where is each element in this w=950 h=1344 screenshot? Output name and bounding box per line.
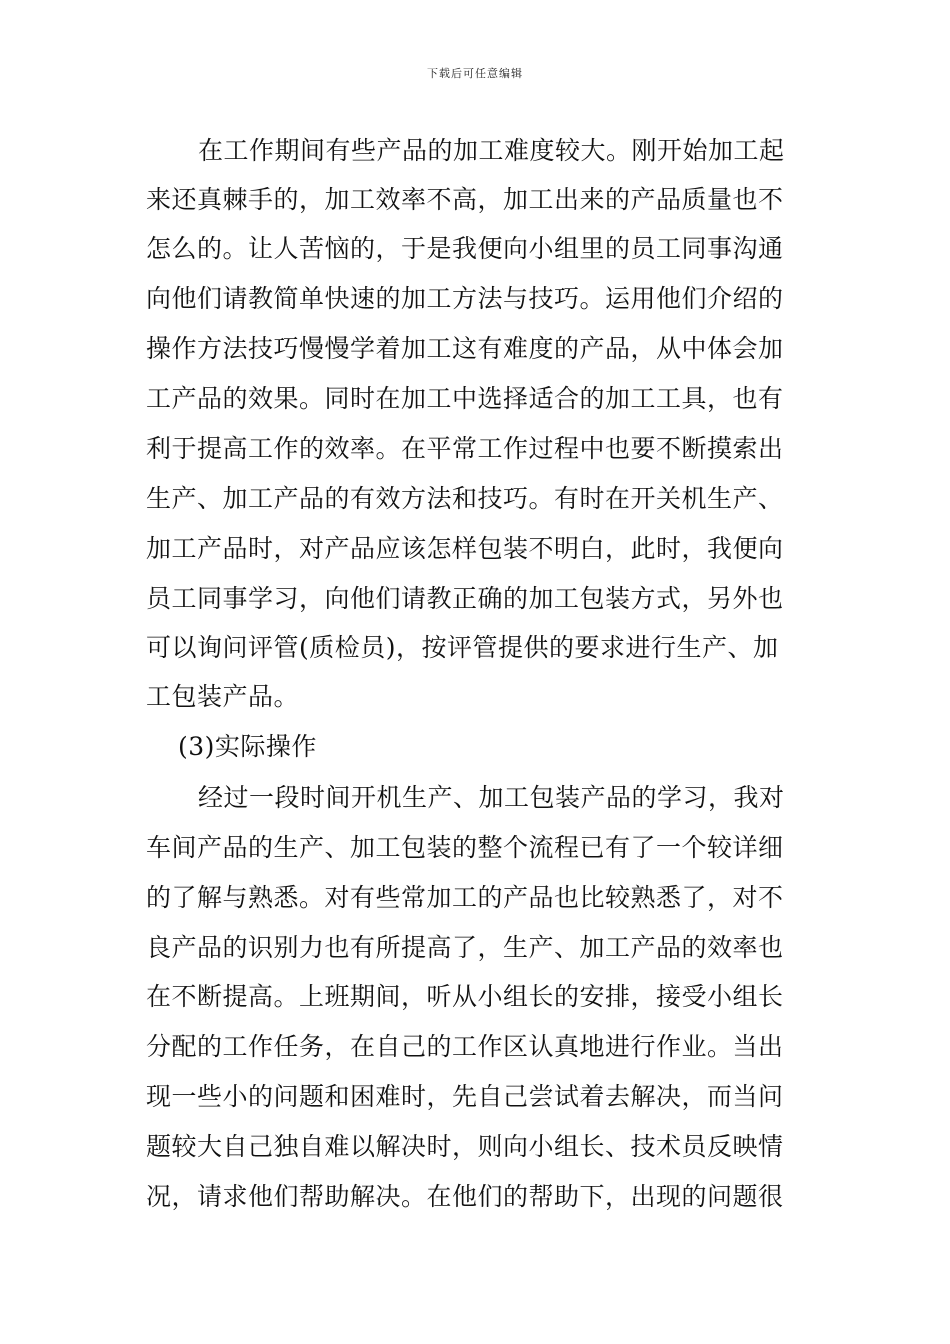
text-line: 在不断提高。上班期间，听从小组长的安排，接受小组长 bbox=[146, 982, 784, 1011]
text-line: 怎么的。让人苦恼的，于是我便向小组里的员工同事沟通 bbox=[146, 234, 784, 263]
text-line: 员工同事学习，向他们请教正确的加工包装方式，另外也 bbox=[146, 584, 784, 613]
text-line: 操作方法技巧慢慢学着加工这有难度的产品，从中体会加 bbox=[146, 334, 784, 363]
text-line: 在工作期间有些产品的加工难度较大。刚开始加工起 bbox=[198, 136, 785, 165]
text-line: 题较大自己独自难以解决时，则向小组长、技术员反映情 bbox=[146, 1132, 784, 1161]
text-line: 工包装产品。 bbox=[146, 682, 300, 711]
text-line: 来还真棘手的，加工效率不高，加工出来的产品质量也不 bbox=[146, 185, 784, 214]
text-line: 分配的工作任务，在自己的工作区认真地进行作业。当出 bbox=[146, 1032, 784, 1061]
text-line: 利于提高工作的效率。在平常工作过程中也要不断摸索出 bbox=[146, 434, 784, 463]
page-header: 下载后可任意编辑 bbox=[427, 67, 523, 80]
section-heading: (3)实际操作 bbox=[178, 732, 317, 761]
text-line: 可以询问评管(质检员)，按评管提供的要求进行生产、加 bbox=[146, 633, 779, 662]
text-line: 况，请求他们帮助解决。在他们的帮助下，出现的问题很 bbox=[146, 1182, 784, 1211]
text-line: 车间产品的生产、加工包装的整个流程已有了一个较详细 bbox=[146, 833, 784, 862]
text-line: 工产品的效果。同时在加工中选择适合的加工工具，也有 bbox=[146, 384, 784, 413]
text-line: 向他们请教简单快速的加工方法与技巧。运用他们介绍的 bbox=[146, 284, 784, 313]
text-line: 的了解与熟悉。对有些常加工的产品也比较熟悉了，对不 bbox=[146, 883, 784, 912]
text-line: 生产、加工产品的有效方法和技巧。有时在开关机生产、 bbox=[146, 484, 784, 513]
text-line: 经过一段时间开机生产、加工包装产品的学习，我对 bbox=[198, 783, 785, 812]
text-line: 现一些小的问题和困难时，先自己尝试着去解决，而当问 bbox=[146, 1082, 784, 1111]
text-line: 加工产品时，对产品应该怎样包装不明白，此时，我便向 bbox=[146, 534, 784, 563]
text-line: 良产品的识别力也有所提高了，生产、加工产品的效率也 bbox=[146, 933, 784, 962]
